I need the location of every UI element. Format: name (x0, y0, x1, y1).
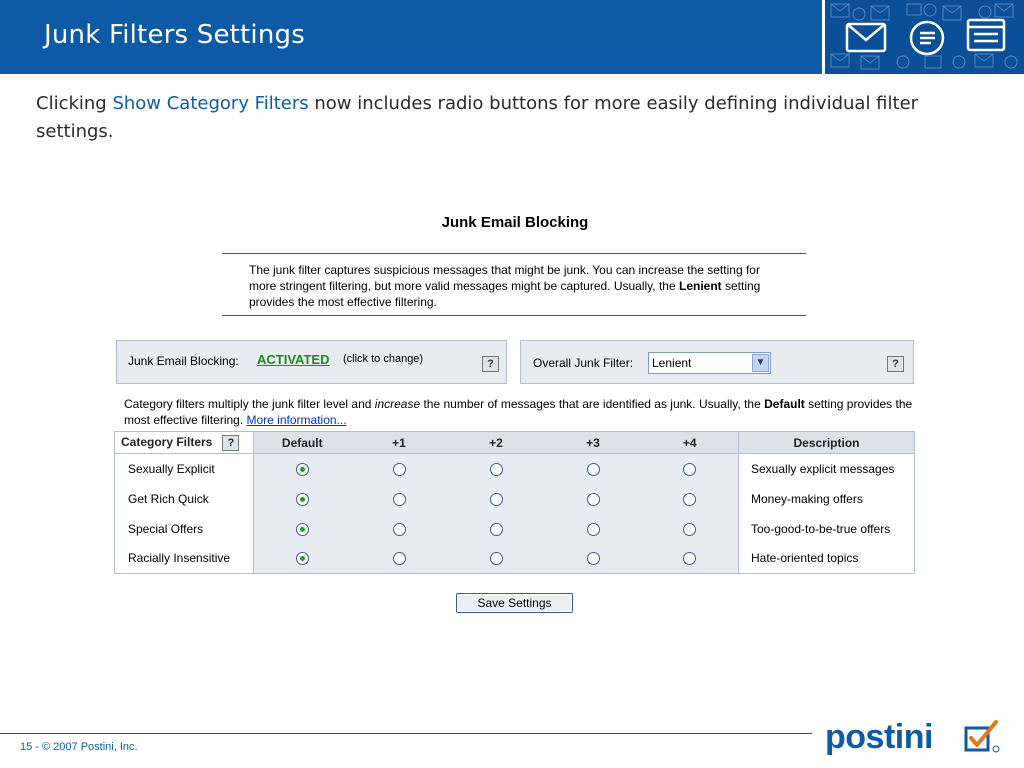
intro-text (36, 90, 986, 146)
radio-cell (448, 484, 545, 514)
intro-prefix: Clicking (36, 93, 113, 114)
overall-filter-value: Lenient (652, 356, 692, 370)
message-icons-decoration (825, 0, 1024, 74)
blocking-description (249, 262, 779, 310)
filter-level-radio[interactable] (490, 523, 503, 536)
category-info-bold: Default (764, 397, 805, 411)
category-filters-info (124, 396, 924, 428)
postini-logo: postini (825, 718, 933, 756)
help-icon[interactable]: ? (887, 356, 904, 372)
help-icon[interactable]: ? (482, 356, 499, 372)
header-plus4: +4 (642, 432, 739, 454)
filter-level-radio[interactable] (587, 523, 600, 536)
header-plus2: +2 (448, 432, 545, 454)
activated-status-link[interactable]: ACTIVATED (257, 352, 330, 367)
slide-header (0, 0, 1024, 74)
blocking-desc-bold: Lenient (678, 279, 722, 293)
intro-highlight: Show Category Filters (112, 93, 309, 114)
radio-cell (254, 544, 351, 574)
radio-cell (254, 484, 351, 514)
filter-level-radio[interactable] (683, 552, 696, 565)
save-settings-button[interactable]: Save Settings (456, 593, 573, 613)
table-row (115, 484, 915, 514)
header-plus1: +1 (351, 432, 448, 454)
status-panel (116, 340, 507, 384)
table-row (115, 544, 915, 574)
radio-cell (254, 454, 351, 484)
radio-cell (642, 514, 739, 544)
radio-cell (642, 454, 739, 484)
category-description: Hate-oriented topics (739, 544, 915, 574)
help-icon[interactable]: ? (222, 435, 239, 451)
table-row (115, 514, 915, 544)
filter-level-radio[interactable] (490, 463, 503, 476)
blocking-desc-part1: The junk filter captures suspicious messages that might be junk. You can increase the setting for more stringent filtering, but more valid messages might be captured. Usually, the (249, 263, 760, 293)
header-description: Description (739, 432, 915, 454)
category-description: Sexually explicit messages (739, 454, 915, 484)
category-name: Special Offers (115, 514, 254, 544)
category-description: Too-good-to-be-true offers (739, 514, 915, 544)
click-to-change-hint: (click to change) (343, 353, 424, 365)
more-information-link[interactable]: More information... (246, 413, 347, 427)
category-info-part3: setting provides the most effective filtering. (124, 397, 913, 427)
intro-suffix: now includes radio buttons for more easily defining individual filter settings. (36, 93, 919, 142)
category-info-part2: the number of messages that are identified as junk. Usually, the (420, 397, 765, 411)
header-plus3: +3 (545, 432, 642, 454)
radio-cell (351, 454, 448, 484)
filter-level-radio[interactable] (587, 463, 600, 476)
header-decoration (822, 0, 1024, 74)
filter-level-radio[interactable] (683, 493, 696, 506)
filter-level-radio[interactable] (393, 552, 406, 565)
category-info-italic: increase (374, 397, 421, 411)
radio-cell (545, 454, 642, 484)
radio-cell (545, 514, 642, 544)
table-row (115, 454, 915, 484)
radio-cell (545, 484, 642, 514)
filter-level-radio[interactable] (587, 493, 600, 506)
footer-divider (0, 733, 812, 734)
overall-filter-panel (520, 340, 914, 384)
header-category-filters (115, 432, 254, 454)
radio-cell (254, 514, 351, 544)
radio-cell (351, 484, 448, 514)
category-name: Racially Insensitive (115, 544, 254, 574)
radio-cell (448, 544, 545, 574)
radio-cell (351, 514, 448, 544)
footer-copyright: 15 - © 2007 Postini, Inc. (20, 741, 138, 753)
category-info-part1: Category filters multiply the junk filter level and (124, 397, 375, 411)
divider-top (222, 253, 806, 254)
radio-cell (642, 484, 739, 514)
radio-cell (351, 544, 448, 574)
filter-level-radio[interactable] (296, 493, 309, 506)
status-label: Junk Email Blocking: (128, 354, 239, 368)
category-filters-table (114, 431, 915, 574)
filter-level-radio[interactable] (587, 552, 600, 565)
radio-cell (448, 514, 545, 544)
filter-level-radio[interactable] (683, 523, 696, 536)
filter-level-radio[interactable] (296, 463, 309, 476)
category-name: Sexually Explicit (115, 454, 254, 484)
filter-level-radio[interactable] (683, 463, 696, 476)
slide-title: Junk Filters Settings (44, 20, 305, 50)
category-name: Get Rich Quick (115, 484, 254, 514)
header-default: Default (254, 432, 351, 454)
filter-level-radio[interactable] (393, 463, 406, 476)
radio-cell (545, 544, 642, 574)
radio-cell (642, 544, 739, 574)
category-description: Money-making offers (739, 484, 915, 514)
overall-junk-filter-select[interactable] (648, 352, 771, 374)
filter-level-radio[interactable] (490, 552, 503, 565)
filter-level-radio[interactable] (296, 523, 309, 536)
blocking-desc-part2: setting provides the most effective filtering. (249, 279, 761, 309)
filter-level-radio[interactable] (296, 552, 309, 565)
filter-level-radio[interactable] (490, 493, 503, 506)
filter-level-radio[interactable] (393, 493, 406, 506)
filter-level-radio[interactable] (393, 523, 406, 536)
radio-cell (448, 454, 545, 484)
table-header-row (115, 432, 915, 454)
checkbox-logo-icon (962, 716, 1002, 756)
chevron-down-icon[interactable]: ▼ (752, 354, 769, 372)
overall-filter-label: Overall Junk Filter: (533, 356, 634, 370)
junk-email-blocking-title: Junk Email Blocking (441, 214, 589, 231)
header-category-label: Category Filters (121, 434, 213, 449)
divider-bottom (222, 315, 806, 316)
